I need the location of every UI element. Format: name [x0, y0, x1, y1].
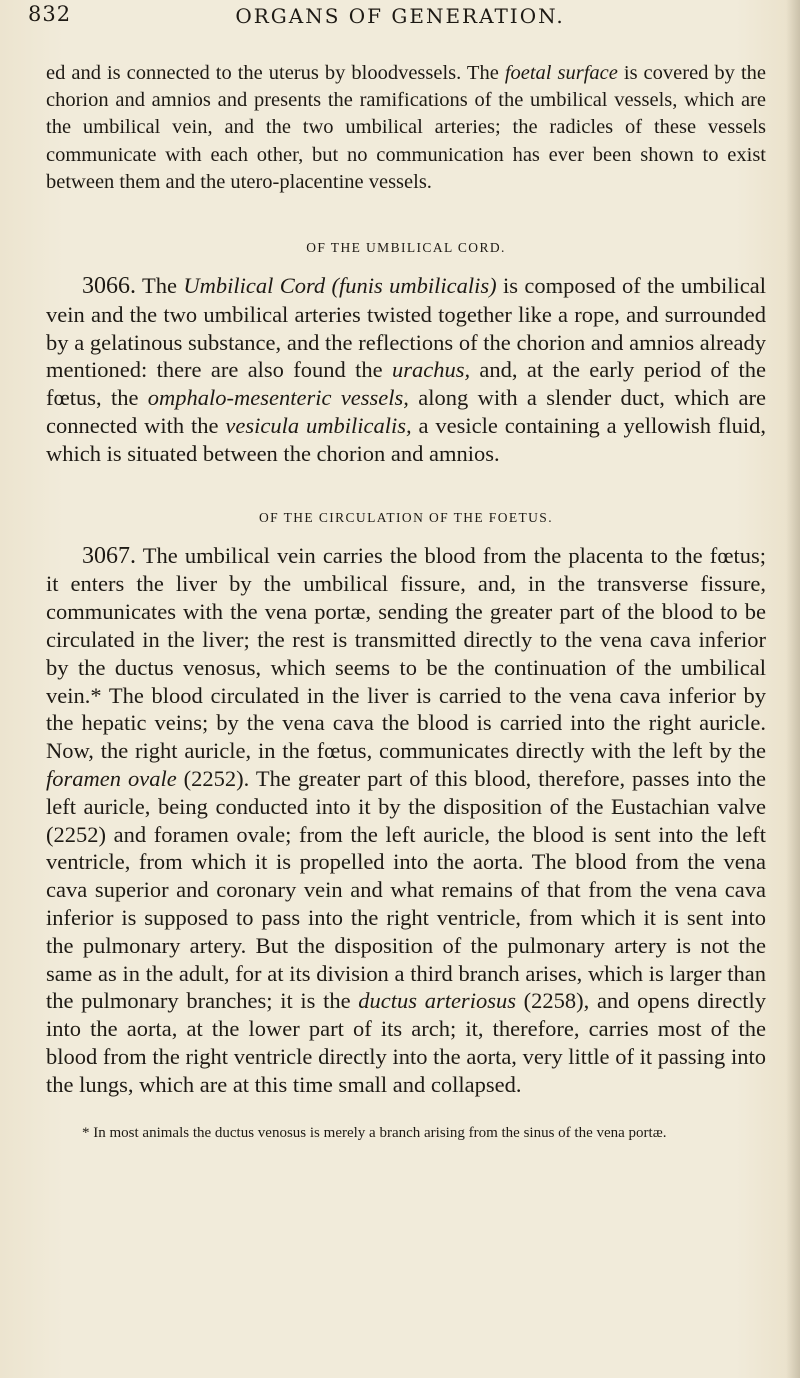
paragraph-number-3066: 3066.	[82, 273, 136, 300]
cord-text-2: is composed of the umbilical vein and the two umbilical arteries twisted together like a rope, and surrounded by a gelatinous substance, and the reflections of the chorion and amnios already mentioned: there are also found the	[46, 273, 767, 383]
running-title: ORGANS OF GENERATION.	[235, 4, 565, 28]
page-number: 832	[28, 2, 72, 26]
section-heading-umbilical-cord: OF THE UMBILICAL CORD.	[306, 240, 506, 256]
text-block	[46, 60, 766, 1158]
section-heading-circulation: OF THE CIRCULATION OF THE FOETUS.	[259, 509, 553, 525]
paragraph-3067	[46, 542, 766, 1099]
footnote: * In most animals the ductus venosus is merely a branch arising from the sinus of the vena portæ.	[82, 1124, 667, 1141]
cord-text-5: a vesicle containing a yellowish fluid, which is situated between the chorion and amnios.	[46, 413, 766, 466]
circ-text-1: The umbilical vein carries the blood from the placenta to the fœtus; it enters the liver by the umbilical fissure, and, in the transverse fissure, communicates with the vena portæ, sending the greater part of the blood to be circulated in the liver; the rest is transmitted directly to the vena cava inferior by the ductus venosus, which seems to be the continuation of the umbilical vein.* The blood circulated in the liver is carried to the vena cava inferior by the hepatic veins; by the vena cava the blood is carried into the right auricle. Now, the right auricle, in the fœtus, communicates directly with the left by the	[46, 542, 766, 764]
circ-italic-ductus-arteriosus: ductus arteriosus	[358, 988, 516, 1014]
circ-italic-foramen-ovale: foramen ovale	[46, 765, 177, 791]
cord-italic-umbilical-cord: Umbilical Cord (funis umbilicalis)	[183, 273, 497, 299]
circ-text-3: (2258), and opens directly into the aorta, at the lower part of its arch; it, therefore, carries most of the blood from the right ventricle directly into the aorta, very little of it passing into the lungs, which are at this time small and collapsed.	[46, 988, 766, 1097]
cord-text-4: along with a slender duct, which are connected with the	[46, 385, 766, 438]
paragraph-number-3067: 3067.	[82, 542, 136, 569]
cord-italic-omphalo-mesenteric: omphalo-mesenteric vessels,	[147, 385, 409, 411]
page-edge-shadow	[786, 0, 800, 1378]
paragraph-3066	[46, 272, 766, 468]
cord-italic-vesicula: vesicula umbilicalis,	[225, 413, 412, 438]
intro-text-2: is covered by the chorion and amnios and presents the ramifications of the umbilical vessels, which are the umbilical vein, and the two umbilical arteries; the radicles of these vessels communicate with each other, but no communication has ever been shown to exist between them and the utero-placentine vessels.	[46, 62, 766, 193]
cord-text-1: The	[136, 273, 184, 299]
paragraph-intro	[46, 60, 766, 196]
intro-italic-foetal-surface: foetal surface	[504, 62, 618, 84]
cord-italic-urachus: urachus,	[391, 357, 471, 383]
intro-text-1: ed and is connected to the uterus by bloodvessels. The	[46, 62, 505, 84]
circ-text-2: (2252). The greater part of this blood, therefore, passes into the left auricle, being conducted into it by the disposition of the Eustachian valve (2252) and foramen ovale; from the left auricle, the blood is sent into the left ventricle, from which it is propelled into the aorta. The blood from the vena cava superior and coronary vein and what remains of that from the vena cava inferior is supposed to pass into the right ventricle, from which it is sent into the pulmonary artery. But the disposition of the pulmonary artery is not the same as in the adult, for at its division a third branch arises, which is larger than the pulmonary branches; it is the	[46, 765, 766, 1014]
cord-text-3: and, at the early period of the fœtus, the	[46, 357, 766, 411]
